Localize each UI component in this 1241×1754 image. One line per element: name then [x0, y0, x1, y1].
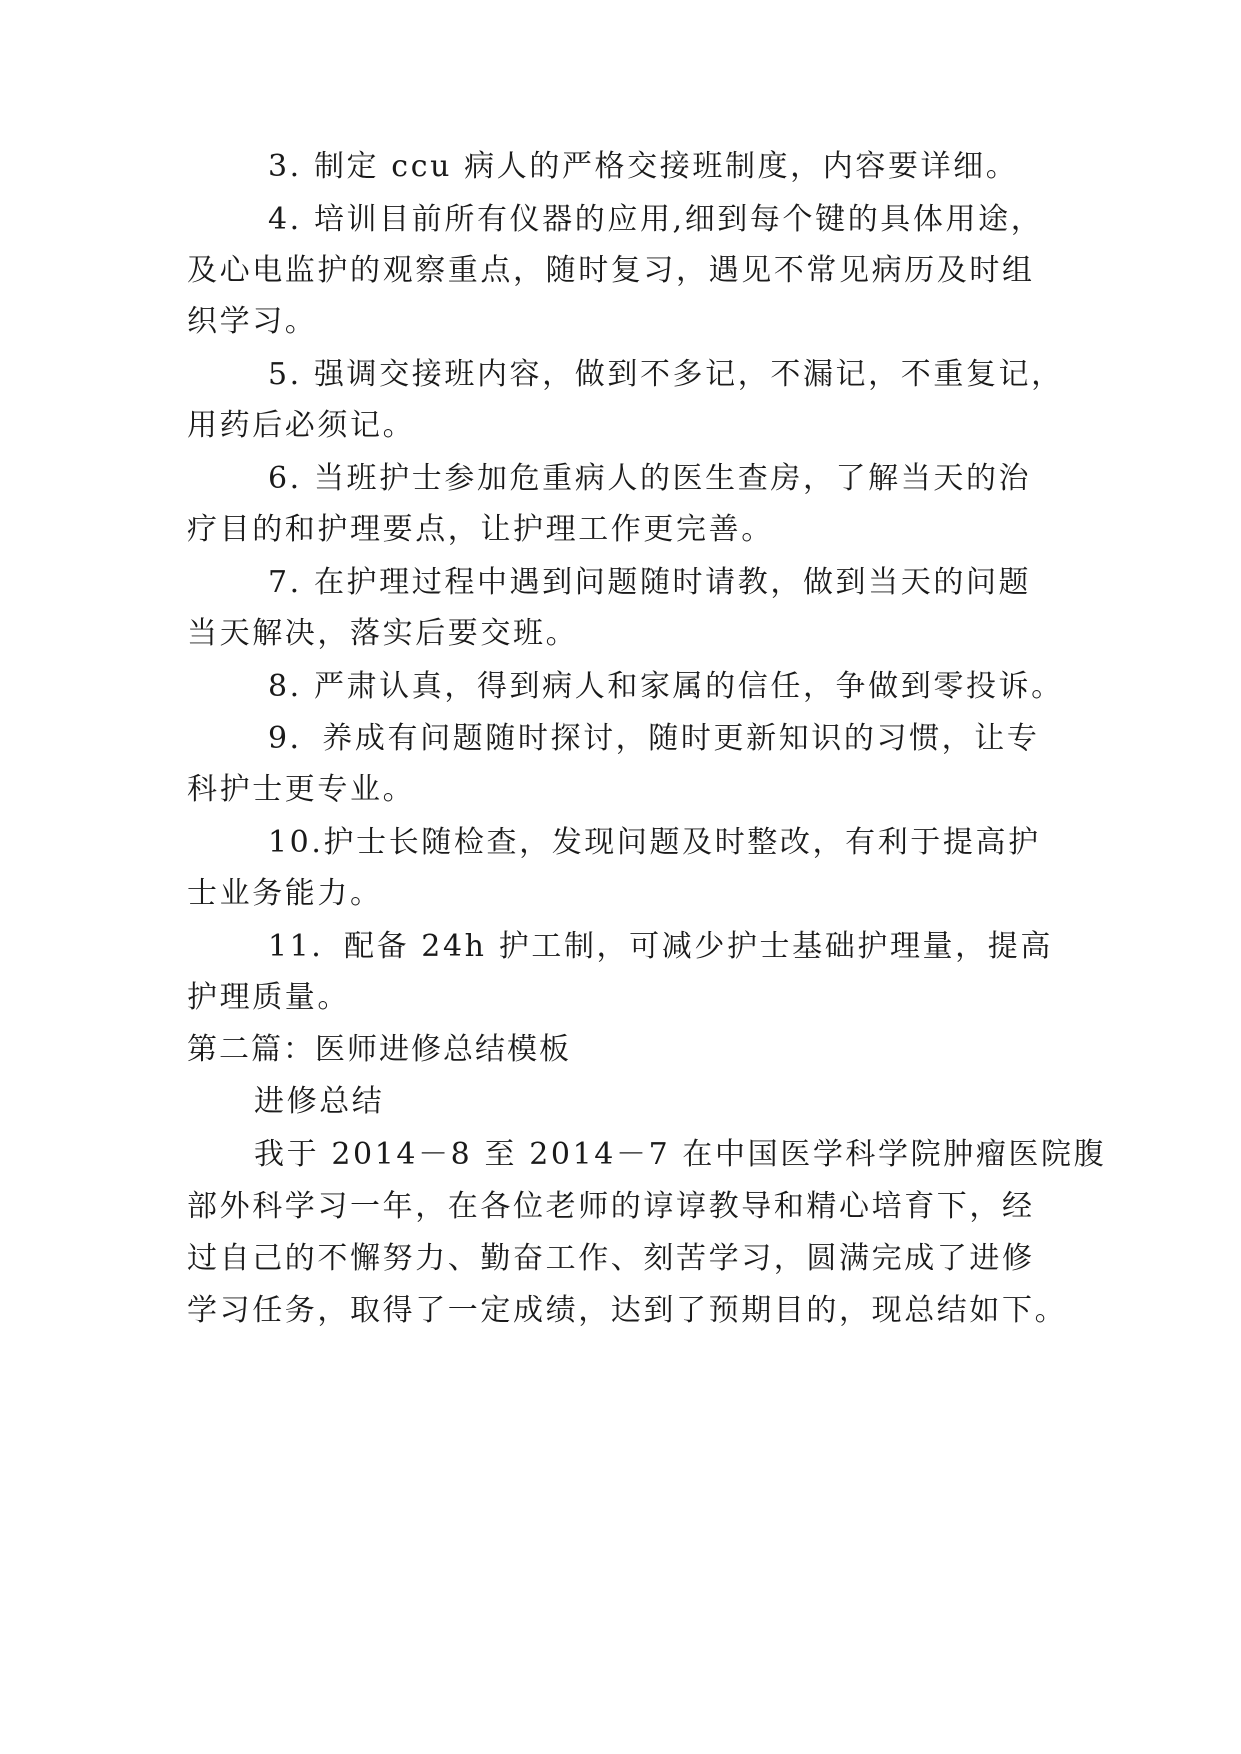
item-5-line-1: 5. 强调交接班内容，做到不多记，不漏记，不重复记，: [268, 357, 1064, 392]
item-5-line-2: 用药后必须记。: [187, 408, 416, 443]
body-line-2: 部外科学习一年，在各位老师的谆谆教导和精心培育下，经: [187, 1189, 1035, 1224]
item-9-line-2: 科护士更专业。: [187, 772, 416, 807]
item-11-line-2: 护理质量。: [187, 980, 350, 1015]
body-line-3: 过自己的不懈努力、勤奋工作、刻苦学习，圆满完成了进修: [187, 1241, 1035, 1276]
item-7-line-2: 当天解决，落实后要交班。: [187, 616, 579, 651]
body-line-4: 学习任务，取得了一定成绩，达到了预期目的，现总结如下。: [187, 1293, 1068, 1328]
item-8-line-1: 8. 严肃认真，得到病人和家属的信任，争做到零投诉。: [268, 669, 1064, 704]
item-4-line-1: 4. 培训目前所有仪器的应用,细到每个键的具体用途，: [268, 202, 1044, 237]
item-4-line-2: 及心电监护的观察重点，随时复习，遇见不常见病历及时组: [187, 253, 1035, 288]
item-6-line-2: 疗目的和护理要点，让护理工作更完善。: [187, 512, 774, 547]
body-line-1: 我于 2014－8 至 2014－7 在中国医学科学院肿瘤医院腹: [254, 1137, 1107, 1172]
section-heading: 第二篇：医师进修总结模板: [187, 1032, 571, 1067]
item-10-line-2: 士业务能力。: [187, 876, 383, 911]
item-4-line-3: 织学习。: [187, 304, 318, 339]
item-7-line-1: 7. 在护理过程中遇到问题随时请教，做到当天的问题: [268, 565, 1032, 600]
item-6-line-1: 6. 当班护士参加危重病人的医生查房，了解当天的治: [268, 461, 1032, 496]
subheading: 进修总结: [254, 1084, 385, 1119]
item-10-line-1: 10.护士长随检查，发现问题及时整改，有利于提高护: [268, 825, 1041, 860]
item-3-line-1: 3. 制定 ccu 病人的严格交接班制度，内容要详细。: [268, 149, 1019, 184]
item-11-line-1: 11．配备 24h 护工制，可减少护士基础护理量，提高: [268, 929, 1053, 964]
item-9-line-1: 9．养成有问题随时探讨，随时更新知识的习惯，让专: [268, 721, 1040, 756]
